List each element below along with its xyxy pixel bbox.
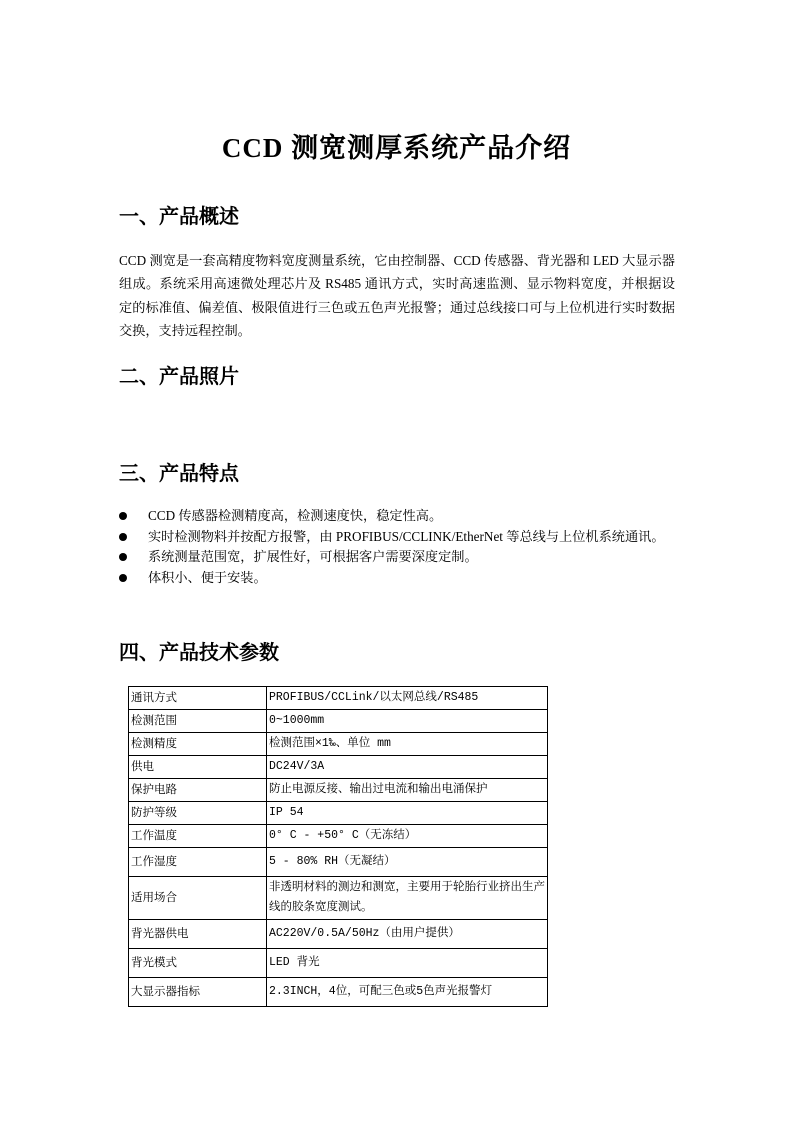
bullet-icon [119,553,127,561]
spec-value: 5 - 80% RH（无凝结） [267,848,548,877]
section-heading-overview: 一、产品概述 [119,206,239,228]
spec-key: 防护等级 [129,802,267,825]
spec-value: 0° C - +50° C（无冻结） [267,825,548,848]
spec-value: LED 背光 [267,949,548,978]
spec-key: 检测精度 [129,733,267,756]
spec-value: 0~1000mm [267,710,548,733]
spec-key: 大显示器指标 [129,978,267,1007]
list-item-text: 系统测量范围宽，扩展性好，可根据客户需要深度定制。 [148,549,478,564]
spec-key: 通讯方式 [129,687,267,710]
spec-key: 保护电路 [129,779,267,802]
table-row [129,877,548,920]
table-row [129,802,548,825]
list-item-text: 体积小、便于安装。 [148,569,267,585]
spec-key: 供电 [129,756,267,779]
spec-value: PROFIBUS/CCLink/以太网总线/RS485 [267,687,548,710]
table-row [129,825,548,848]
table-row [129,687,548,710]
bullet-icon [119,533,127,541]
spec-value: AC220V/0.5A/50Hz（由用户提供） [267,920,548,949]
bullet-icon [119,512,127,520]
spec-key: 背光器供电 [129,920,267,949]
table-row [129,756,548,779]
section-heading-features: 三、产品特点 [119,463,239,485]
spec-value: 防止电源反接、输出过电流和输出电涌保护 [267,779,548,802]
list-item [119,506,679,527]
table-row [129,779,548,802]
overview-paragraph: CCD 测宽是一套高精度物料宽度测量系统，它由控制器、CCD 传感器、背光器和 LED 大显示器组成。系统采用高速微处理芯片及 RS485 通讯方式，实时高速监测、显示物料宽度，并根据设定的标准值、偏差值、极限值进行三色或五色声光报警；通过总线接口可与上位机进行实时数据交换，支持远程控制。 [119,253,675,338]
page-title: CCD 测宽测厚系统产品介绍 [221,133,572,163]
spec-value: DC24V/3A [267,756,548,779]
section-heading-photos: 二、产品照片 [119,366,239,388]
table-row [129,733,548,756]
list-item [119,547,679,568]
bullet-icon [119,574,127,582]
table-row [129,978,548,1007]
list-item [119,568,679,589]
spec-value: 检测范围×1‰、单位 mm [267,733,548,756]
table-row [129,949,548,978]
section-heading-specs: 四、产品技术参数 [119,642,279,664]
spec-key: 背光模式 [129,949,267,978]
list-item [119,527,679,548]
table-row [129,710,548,733]
list-item-text: 实时检测物料并按配方报警，由 PROFIBUS/CCLINK/EtherNet 等总线与上位机系统通讯。 [148,528,665,544]
spec-value: 非透明材料的测边和测宽，主要用于轮胎行业挤出生产线的胶条宽度测试。 [267,877,548,920]
spec-value: 2.3INCH，4位，可配三色或5色声光报警灯 [267,978,548,1007]
spec-value: IP 54 [267,802,548,825]
list-item-text: CCD 传感器检测精度高，检测速度快，稳定性高。 [148,508,443,523]
spec-key: 工作温度 [129,825,267,848]
spec-key: 检测范围 [129,710,267,733]
specs-table [128,686,548,1007]
spec-key: 工作湿度 [129,848,267,877]
table-row [129,920,548,949]
table-row [129,848,548,877]
spec-key: 适用场合 [129,877,267,920]
features-list [119,506,679,588]
